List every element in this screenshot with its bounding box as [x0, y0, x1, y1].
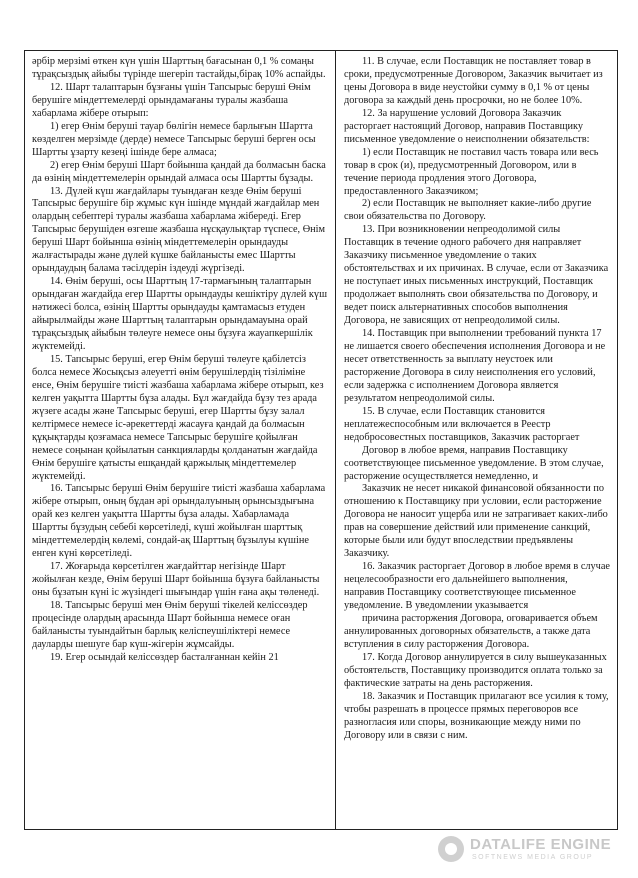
kazakh-paragraph: әрбір мерзімі өткен күн үшін Шарттың бағасынан 0,1 % сомаңы тұрақсыздық айыбы түрінде шегеріп тастайды,бірақ 10% аспайды. — [32, 56, 326, 80]
russian-paragraph: 2) если Поставщик не выполняет какие-либо другие свои обязательства по Договору. — [344, 198, 592, 223]
russian-paragraph: 15. В случае, если Поставщик становится неплатежеспособным или включается в Реестр недобросовестных поставщиков, Заказчик расторгает — [344, 405, 580, 443]
kazakh-paragraph: 17. Жоғарыда көрсетілген жағдайттар негізінде Шарт жойылған кезде, Өнім беруші Шарт бойынша бұзуға байланысты оны бұзатын күні іс жүзіндегі шығындар үшін ғана ақы төленеді. — [32, 561, 320, 599]
kazakh-paragraph: 14. Өнім беруші, осы Шарттың 17-тармағының талаптарын орындаған жағдайда егер Шартты орындауды кешіктіру дүлей күш нәтижесі болса, өзінің Шартты орындауды қамтамасыз етуден айырылмайды және Шарттың талаптарын орындамауына орай тұрақсыздық айыбын төлеуге немесе оны бұзуға жауапкершілік жүктемейді. — [32, 276, 328, 352]
kazakh-paragraph: 18. Тапсырыс беруші мен Өнім беруші тікелей келіссөздер процесінде олардың арасында Шарт бойынша немесе оған байланысты туындайтын барлық келіспеушіліктері немесе дауларды шешуге бар күш-жігерін жұмсайды. — [32, 600, 308, 650]
kazakh-paragraph: 19. Егер осындай келіссөздер басталғаннан кейін 21 — [50, 651, 279, 663]
russian-paragraph: 1) если Поставщик не поставил часть товара или весь товар в срок (и), предусмотренный Договором, или в течение периода продления этого Договора, предоставленного Заказчиком; — [344, 146, 599, 197]
kazakh-paragraph: 15. Тапсырыс беруші, егер Өнім беруші төлеуге қабілетсіз болса немесе Жосықсыз әлеуетті өнім берушілердің тізіліміне енсе, Өнім берушіге тиісті жазбаша хабарлама жібере отырып, кез келген уақытта Шартты бұза алады. Бұл жағдайда бұзу тез арада жүзеге асады және Тапсырыс беруші, егер Шартты бұзу залал келтірмесе немесе іс-әрекеттерді жасауға қандай да болмасын құқықтарды қозғамаса немесе Тапсырыс берушіге қойылған немесе соңынан қойылатын санкцияларды қолданатын жағдайда Өнім берушіге қатысты ешқандай қаржылық міндеттемелер жүктемейді. — [32, 353, 324, 482]
russian-paragraph: Заказчик не несет никакой финансовой обязанности по отношению к Поставщику при условии, если расторжение Договора не наносит ущерба или не затрагивает каких-либо прав на совершение действий или применение санкций, которые были или будут впоследствии предъявлены Заказчику. — [344, 483, 608, 560]
watermark — [438, 834, 628, 870]
russian-column — [336, 50, 618, 830]
kazakh-paragraph: 1) егер Өнім беруші тауар бөлігін немесе барлығын Шартта көзделген мерзімде (дерде) немесе Тапсырыс беруші берген осы Шартты ұзарту кезеңі ішінде бере алмаса; — [32, 120, 316, 158]
russian-paragraph: причина расторжения Договора, оговаривается объем аннулированных договорных обязательств, а также дата вступления в силу расторжения Договора. — [344, 612, 598, 650]
kazakh-paragraph: 12. Шарт талаптарын бұзғаны үшін Тапсырыс беруші Өнім берушіге міндеттемелерді орындамағаны туралы жазбаша хабарлама жібере отырып: — [32, 81, 311, 119]
russian-paragraph: 14. Поставщик при выполнении требований пункта 17 не лишается своего обеспечения исполнения Договора и не несет ответственность за выплату неустоек или расторжение Договора в силу неисполнения его условий, если задержка с исполнением Договора является результатом непреодолимой силы. — [344, 328, 606, 404]
russian-paragraph: 12. За нарушение условий Договора Заказчик расторгает настоящий Договор, направив Поставщику письменное уведомление о неисполнении обязательств: — [344, 107, 590, 145]
watermark-title: DATALIFE ENGINE — [470, 836, 612, 853]
kazakh-column — [24, 50, 336, 830]
watermark-logo-icon — [438, 836, 464, 862]
russian-paragraph: 16. Заказчик расторгает Договор в любое время в случае нецелесообразности его дальнейшего выполнения, направив Поставщику соответствующее письменное уведомление. В уведомлении указывается — [344, 561, 610, 612]
russian-paragraph: 17. Когда Договор аннулируется в силу вышеуказанных обстоятельств, Поставщику производится оплата только за фактические затраты на день расторжения. — [344, 651, 607, 689]
watermark-subtitle: SOFTNEWS MEDIA GROUP — [472, 854, 594, 861]
russian-paragraph: Договор в любое время, направив Поставщику соответствующее письменное уведомление. В этом случае, расторжение осуществляется немедленно, и — [344, 444, 604, 482]
kazakh-paragraph: 16. Тапсырыс беруші Өнім берушіге тиісті жазбаша хабарлама жібере отырып, оның бұдан әрі орындалуының орынсыздығына орай кез келген уақытта Шартты бұза алады. Хабарламада Шартты бұзудың себебі көрсетіледі, күші жойылған шарттық міндеттемелердің көлемі, сондай-ақ Шарттың бұзылуы күшіне енген күні көрсетіледі. — [32, 483, 326, 560]
russian-paragraph: 18. Заказчик и Поставщик прилагают все усилия к тому, чтобы разрешать в процессе прямых переговоров все разногласия или споры, возникающие между ними по Договору или в связи с ним. — [344, 690, 609, 741]
kazakh-paragraph: 13. Дүлей күш жағдайлары туындаған кезде Өнім беруші Тапсырыс берушіге бір жұмыс күн ішінде мұндай жағдайлар мен олардың себептері туралы жазбаша хабарлама жібереді. Егер Тапсырыс берушіден өзгеше жазбаша нұсқаулықтар түспесе, Өнім беруші Шарт бойынша өзінің міндеттемелерін орындауды жалғастырады және дүлей күшке байланысты емес Шартты орындаудың балама тәсілдерін іздеуді жүргізеді. — [32, 185, 326, 275]
kazakh-paragraph: 2) егер Өнім беруші Шарт бойынша қандай да болмасын баска да өзінің міндеттемелерін орындай алмаса осы Шартты бұзады. — [32, 159, 326, 184]
russian-paragraph: 13. При возникновении непреодолимой силы Поставщик в течение одного рабочего дня направляет Заказчику письменное уведомление о таких обстоятельствах и их причинах. В случае, если от Заказчика не поступает иных письменных инструкций, Поставщик продолжает выполнять свои обязательства по Договору, и ведет поиск альтернативных способов выполнения Договора, не зависящих от непреодолимой силы. — [344, 224, 609, 327]
russian-paragraph: 11. В случае, если Поставщик не поставляет товар в сроки, предусмотренные Договором, Заказчик вычитает из цены Договора в виде неустойки сумму в 0,1 % от цены договора за каждый день просрочки, но не более 10%. — [344, 56, 603, 106]
